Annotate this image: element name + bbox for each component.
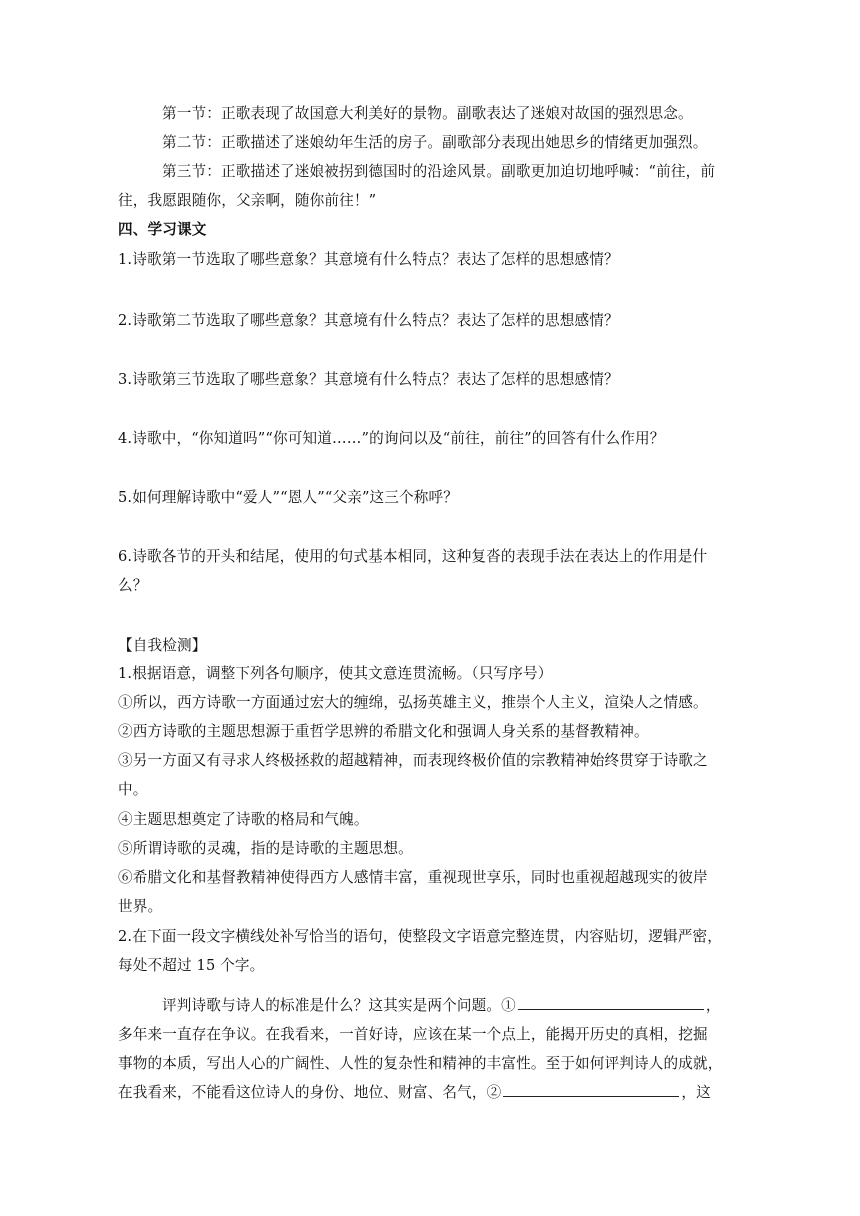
question-4: 4.诗歌中，“你知道吗”“你可知道……”的询问以及“前往，前往”的回答有什么作用？ <box>118 430 665 447</box>
answer-blank-2[interactable] <box>503 1082 679 1097</box>
question-6-line-1: 6.诗歌各节的开头和结尾，使用的句式基本相同，这种复沓的表现手法在表达上的作用是什 <box>118 548 708 565</box>
summary-stanza-1: 第一节：正歌表现了故国意大利美好的景物。副歌表达了迷娘对故国的强烈思念。 <box>162 105 693 122</box>
passage-line-4-text: 在我看来，不能看这位诗人的身份、地位、财富、名气，② <box>118 1084 502 1101</box>
sentence-3-line-1: ③另一方面又有寻求人终极拯救的超越精神，而表现终极价值的宗教精神始终贯穿于诗歌之 <box>118 752 708 769</box>
question-5: 5.如何理解诗歌中“爱人”“恩人”“父亲”这三个称呼？ <box>118 489 459 506</box>
task-2-prompt-line-2: 每处不超过 15 个字。 <box>118 957 265 974</box>
passage-line-4-end: ，这 <box>681 1084 711 1101</box>
task-2-prompt-line-1: 2.在下面一段文字横线处补写恰当的语句，使整段文字语意完整连贯，内容贴切，逻辑严密， <box>118 928 722 945</box>
passage-line-1-text: 评判诗歌与诗人的标准是什么？这其实是两个问题。① <box>162 997 516 1014</box>
sentence-2: ②西方诗歌的主题思想源于重哲学思辨的希腊文化和强调人身关系的基督教精神。 <box>118 723 649 740</box>
sentence-6-line-2: 世界。 <box>118 898 163 915</box>
sentence-3-line-2: 中。 <box>118 781 148 798</box>
answer-blank-1[interactable] <box>518 995 704 1010</box>
question-6-line-2: 么？ <box>118 577 148 594</box>
task-1-prompt: 1.根据语意，调整下列各句顺序，使其文意连贯流畅。（只写序号） <box>118 665 553 682</box>
question-1: 1.诗歌第一节选取了哪些意象？其意境有什么特点？表达了怎样的思想感情？ <box>118 251 619 268</box>
summary-stanza-3-line-2: 往，我愿跟随你，父亲啊，随你前往！” <box>118 192 377 209</box>
passage-line-4 <box>118 1081 711 1105</box>
self-test-heading: 【自我检测】 <box>118 637 207 654</box>
section-heading-study-text: 四、学习课文 <box>118 221 207 238</box>
sentence-4: ④主题思想奠定了诗歌的格局和气魄。 <box>118 811 369 828</box>
passage-line-2: 多年来一直存在争议。在我看来，一首好诗，应该在某一个点上，能揭开历史的真相，挖掘 <box>118 1026 708 1043</box>
passage-line-1 <box>162 994 721 1018</box>
sentence-5: ⑤所谓诗歌的灵魂，指的是诗歌的主题思想。 <box>118 840 413 857</box>
passage-line-3: 事物的本质，写出人心的广阔性、人性的复杂性和精神的丰富性。至于如何评判诗人的成就， <box>118 1055 723 1072</box>
sentence-6-line-1: ⑥希腊文化和基督教精神使得西方人感情丰富，重视现世享乐，同时也重视超越现实的彼岸 <box>118 869 708 886</box>
passage-line-1-end: ， <box>705 997 721 1014</box>
question-2: 2.诗歌第二节选取了哪些意象？其意境有什么特点？表达了怎样的思想感情？ <box>118 312 619 329</box>
question-3: 3.诗歌第三节选取了哪些意象？其意境有什么特点？表达了怎样的思想感情？ <box>118 371 619 388</box>
sentence-1: ①所以，西方诗歌一方面通过宏大的缠绵，弘扬英雄主义，推崇个人主义，渲染人之情感。 <box>118 694 708 711</box>
summary-stanza-3-line-1: 第三节：正歌描述了迷娘被拐到德国时的沿途风景。副歌更加迫切地呼喊：“前往，前 <box>162 163 716 180</box>
summary-stanza-2: 第二节：正歌描述了迷娘幼年生活的房子。副歌部分表现出她思乡的情绪更加强烈。 <box>162 134 708 151</box>
